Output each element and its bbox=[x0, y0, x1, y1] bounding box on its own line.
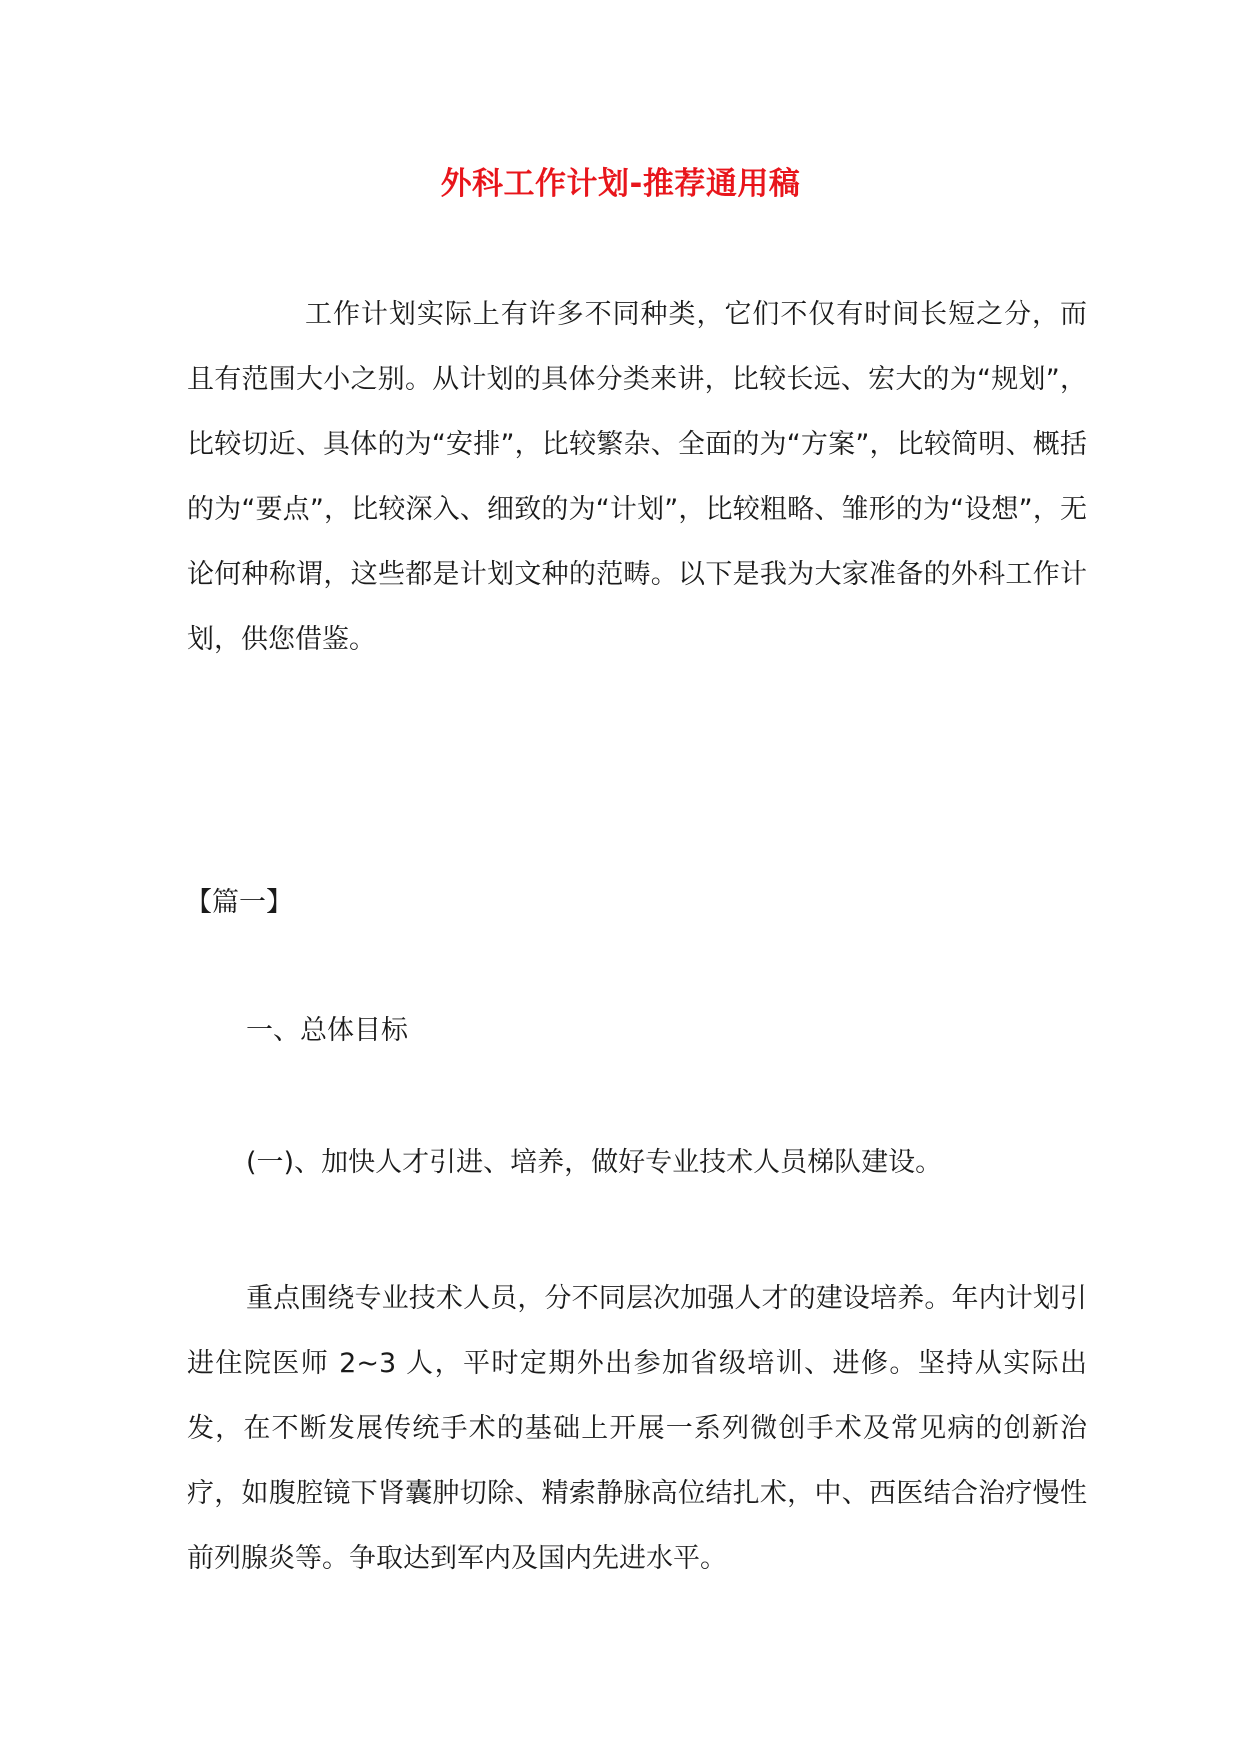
section-tag: 【篇一】 bbox=[185, 887, 293, 918]
intro-paragraph: 工作计划实际上有许多不同种类，它们不仅有时间长短之分，而且有范围大小之别。从计划的具体分类来讲，比较长远、宏大的为“规划”，比较切近、具体的为“安排”，比较繁杂、全面的为“方案”，比较简明、概括的为“要点”，比较深入、细致的为“计划”，比较粗略、雏形的为“设想”，无论何种称谓，这些都是计划文种的范畴。以下是我为大家准备的外科工作计划，供您借鉴。 bbox=[187, 299, 1087, 655]
document-title: 外科工作计划-推荐通用稿 bbox=[440, 166, 801, 202]
subsection-heading: (一)、加快人才引进、培养，做好专业技术人员梯队建设。 bbox=[246, 1147, 943, 1178]
section-heading: 一、总体目标 bbox=[246, 1015, 408, 1046]
body-paragraph: 重点围绕专业技术人员，分不同层次加强人才的建设培养。年内计划引进住院医师 2~3 人，平时定期外出参加省级培训、进修。坚持从实际出发，在不断发展传统手术的基础上开展一系列微创手术及常见病的创新治疗，如腹腔镜下肾囊肿切除、精索静脉高位结扎术，中、西医结合治疗慢性前列腺炎等。争取达到军内及国内先进水平。 bbox=[187, 1283, 1087, 1574]
